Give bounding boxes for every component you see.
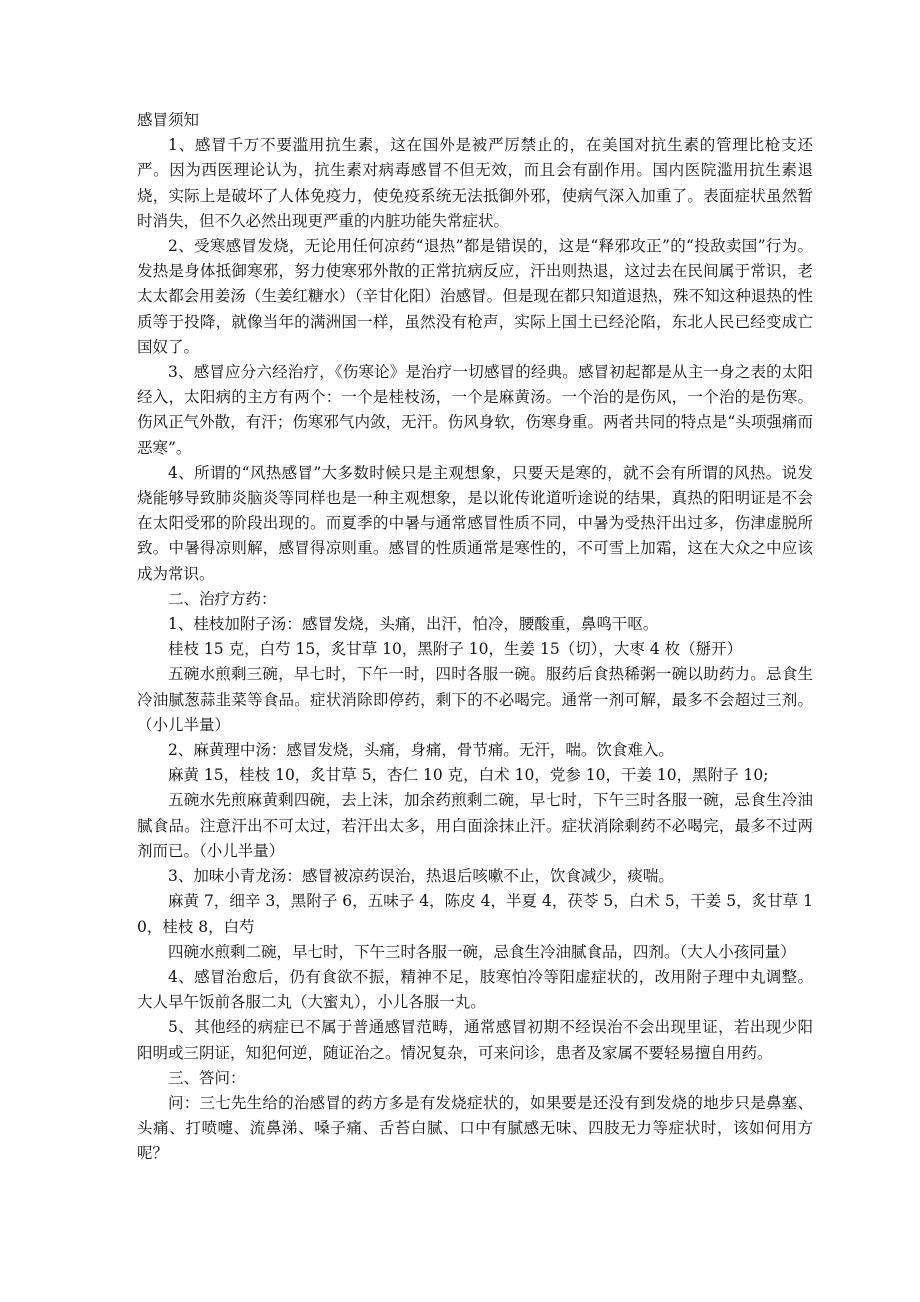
document-title: 感冒须知 [137, 111, 200, 129]
paragraph-4: 4、所谓的“风热感冒”大多数时候只是主观想象，只要天是寒的，就不会有所谓的风热。说发烧能够导致肺炎脑炎等同样也是一种主观想象，是以讹传讹道听途说的结果，真热的阳明证是不会在太阳受邪的阶段出现的。而夏季的中暑与通常感冒性质不同，中暑为受热汗出过多，伤津虚脱所致。中暑得凉则解，感冒得凉则重。感冒的性质通常是寒性的，不可雪上加霜，这在大众之中应该成为常识。 [137, 463, 813, 583]
recovery-note: 4、感冒治愈后，仍有食欲不振，精神不足，肢寒怕冷等阳虚症状的，改用附子理中丸调整。大人早午饭前各服二丸（大蜜丸），小儿各服一丸。 [137, 967, 813, 1012]
formula-1-directions: 五碗水煎剩三碗，早七时，下午一时，四时各服一碗。服药后食热稀粥一碗以助药力。忌食生冷油腻葱蒜韭菜等食品。症状消除即停药，剩下的不必喝完。通常一剂可解，最多不会超过三剂。（小儿半量） [137, 665, 813, 734]
question-paragraph: 问：三七先生给的治感冒的药方多是有发烧症状的，如果要是还没有到发烧的地步只是鼻塞、头痛、打喷嚏、流鼻涕、嗓子痛、舌苔白腻、口中有腻感无味、四肢无力等症状时，该如何用方呢？ [137, 1093, 813, 1163]
paragraph-1: 1、感冒千万不要滥用抗生素，这在国外是被严厉禁止的，在美国对抗生素的管理比枪支还严。因为西医理论认为，抗生素对病毒感冒不但无效，而且会有副作用。国内医院滥用抗生素退烧，实际上是破坏了人体免疫力，使免疫系统无法抵御外邪，使病气深入加重了。表面症状虽然暂时消失，但不久必然出现更严重的内脏功能失常症状。 [137, 136, 813, 230]
formula-2-directions: 五碗水先煎麻黄剩四碗，去上沫，加余药煎剩二碗，早七时，下午三时各服一碗，忌食生冷油腻食品。注意汗出不可太过，若汗出太多，用白面涂抹止汗。症状消除剩药不必喝完，最多不过两剂而已。（小儿半量） [137, 791, 813, 860]
document-page [137, 108, 813, 1167]
section-heading-treatment: 二、治疗方药： [168, 589, 277, 608]
section-heading-qa: 三、答问： [168, 1068, 246, 1087]
formula-1-indication: 1、桂枝加附子汤：感冒发烧，头痛，出汗，怕冷，腰酸重，鼻鸣干呕。 [168, 615, 659, 634]
formula-3-indication: 3、加味小青龙汤：感冒被凉药误治，热退后咳嗽不止，饮食减少，痰喘。 [168, 867, 674, 886]
formula-3-ingredients: 麻黄 7，细辛 3，黑附子 6，五味子 4，陈皮 4，半夏 4，茯苓 5，白术 5，干姜 5，炙甘草 10，桂枝 8，白芍 [137, 892, 813, 936]
formula-1-ingredients: 桂枝 15 克，白芍 15，炙甘草 10，黑附子 10，生姜 15（切），大枣 4 枚（掰开） [168, 640, 743, 659]
formula-2-ingredients: 麻黄 15，桂枝 10，炙甘草 5，杏仁 10 克，白术 10，党参 10，干姜 10，黑附子 10; [168, 766, 769, 785]
paragraph-3: 3、感冒应分六经治疗，《伤寒论》是治疗一切感冒的经典。感冒初起都是从主一身之表的太阳经入，太阳病的主方有两个：一个是桂枝汤，一个是麻黄汤。一个治的是伤风，一个治的是伤寒。伤风正气外散，有汗；伤寒邪气内敛，无汗。伤风身软，伤寒身重。两者共同的特点是“头项强痛而恶寒”。 [137, 363, 813, 457]
formula-3-directions: 四碗水煎剩二碗，早七时，下午三时各服一碗，忌食生冷油腻食品，四剂。（大人小孩同量） [168, 942, 796, 961]
other-conditions-note: 5、其他经的病症已不属于普通感冒范畴，通常感冒初期不经误治不会出现里证，若出现少阳阳明或三阴证，知犯何逆，随证治之。情况复杂，可来问诊，患者及家属不要轻易擅自用药。 [137, 1018, 813, 1062]
formula-2-indication: 2、麻黄理中汤：感冒发烧，头痛，身痛，骨节痛。无汗，喘。饮食难入。 [168, 741, 674, 760]
paragraph-2: 2、受寒感冒发烧，无论用任何凉药“退热”都是错误的，这是“释邪攻正”的“投敌卖国”行为。发热是身体抵御寒邪，努力使寒邪外散的正常抗病反应，汗出则热退，这过去在民间属于常识，老太太都会用姜汤（生姜红糖水）（辛甘化阳）治感冒。但是现在都只知道退热，殊不知这种退热的性质等于投降，就像当年的满洲国一样，虽然没有枪声，实际上国土已经沦陷，东北人民已经变成亡国奴了。 [137, 237, 813, 356]
